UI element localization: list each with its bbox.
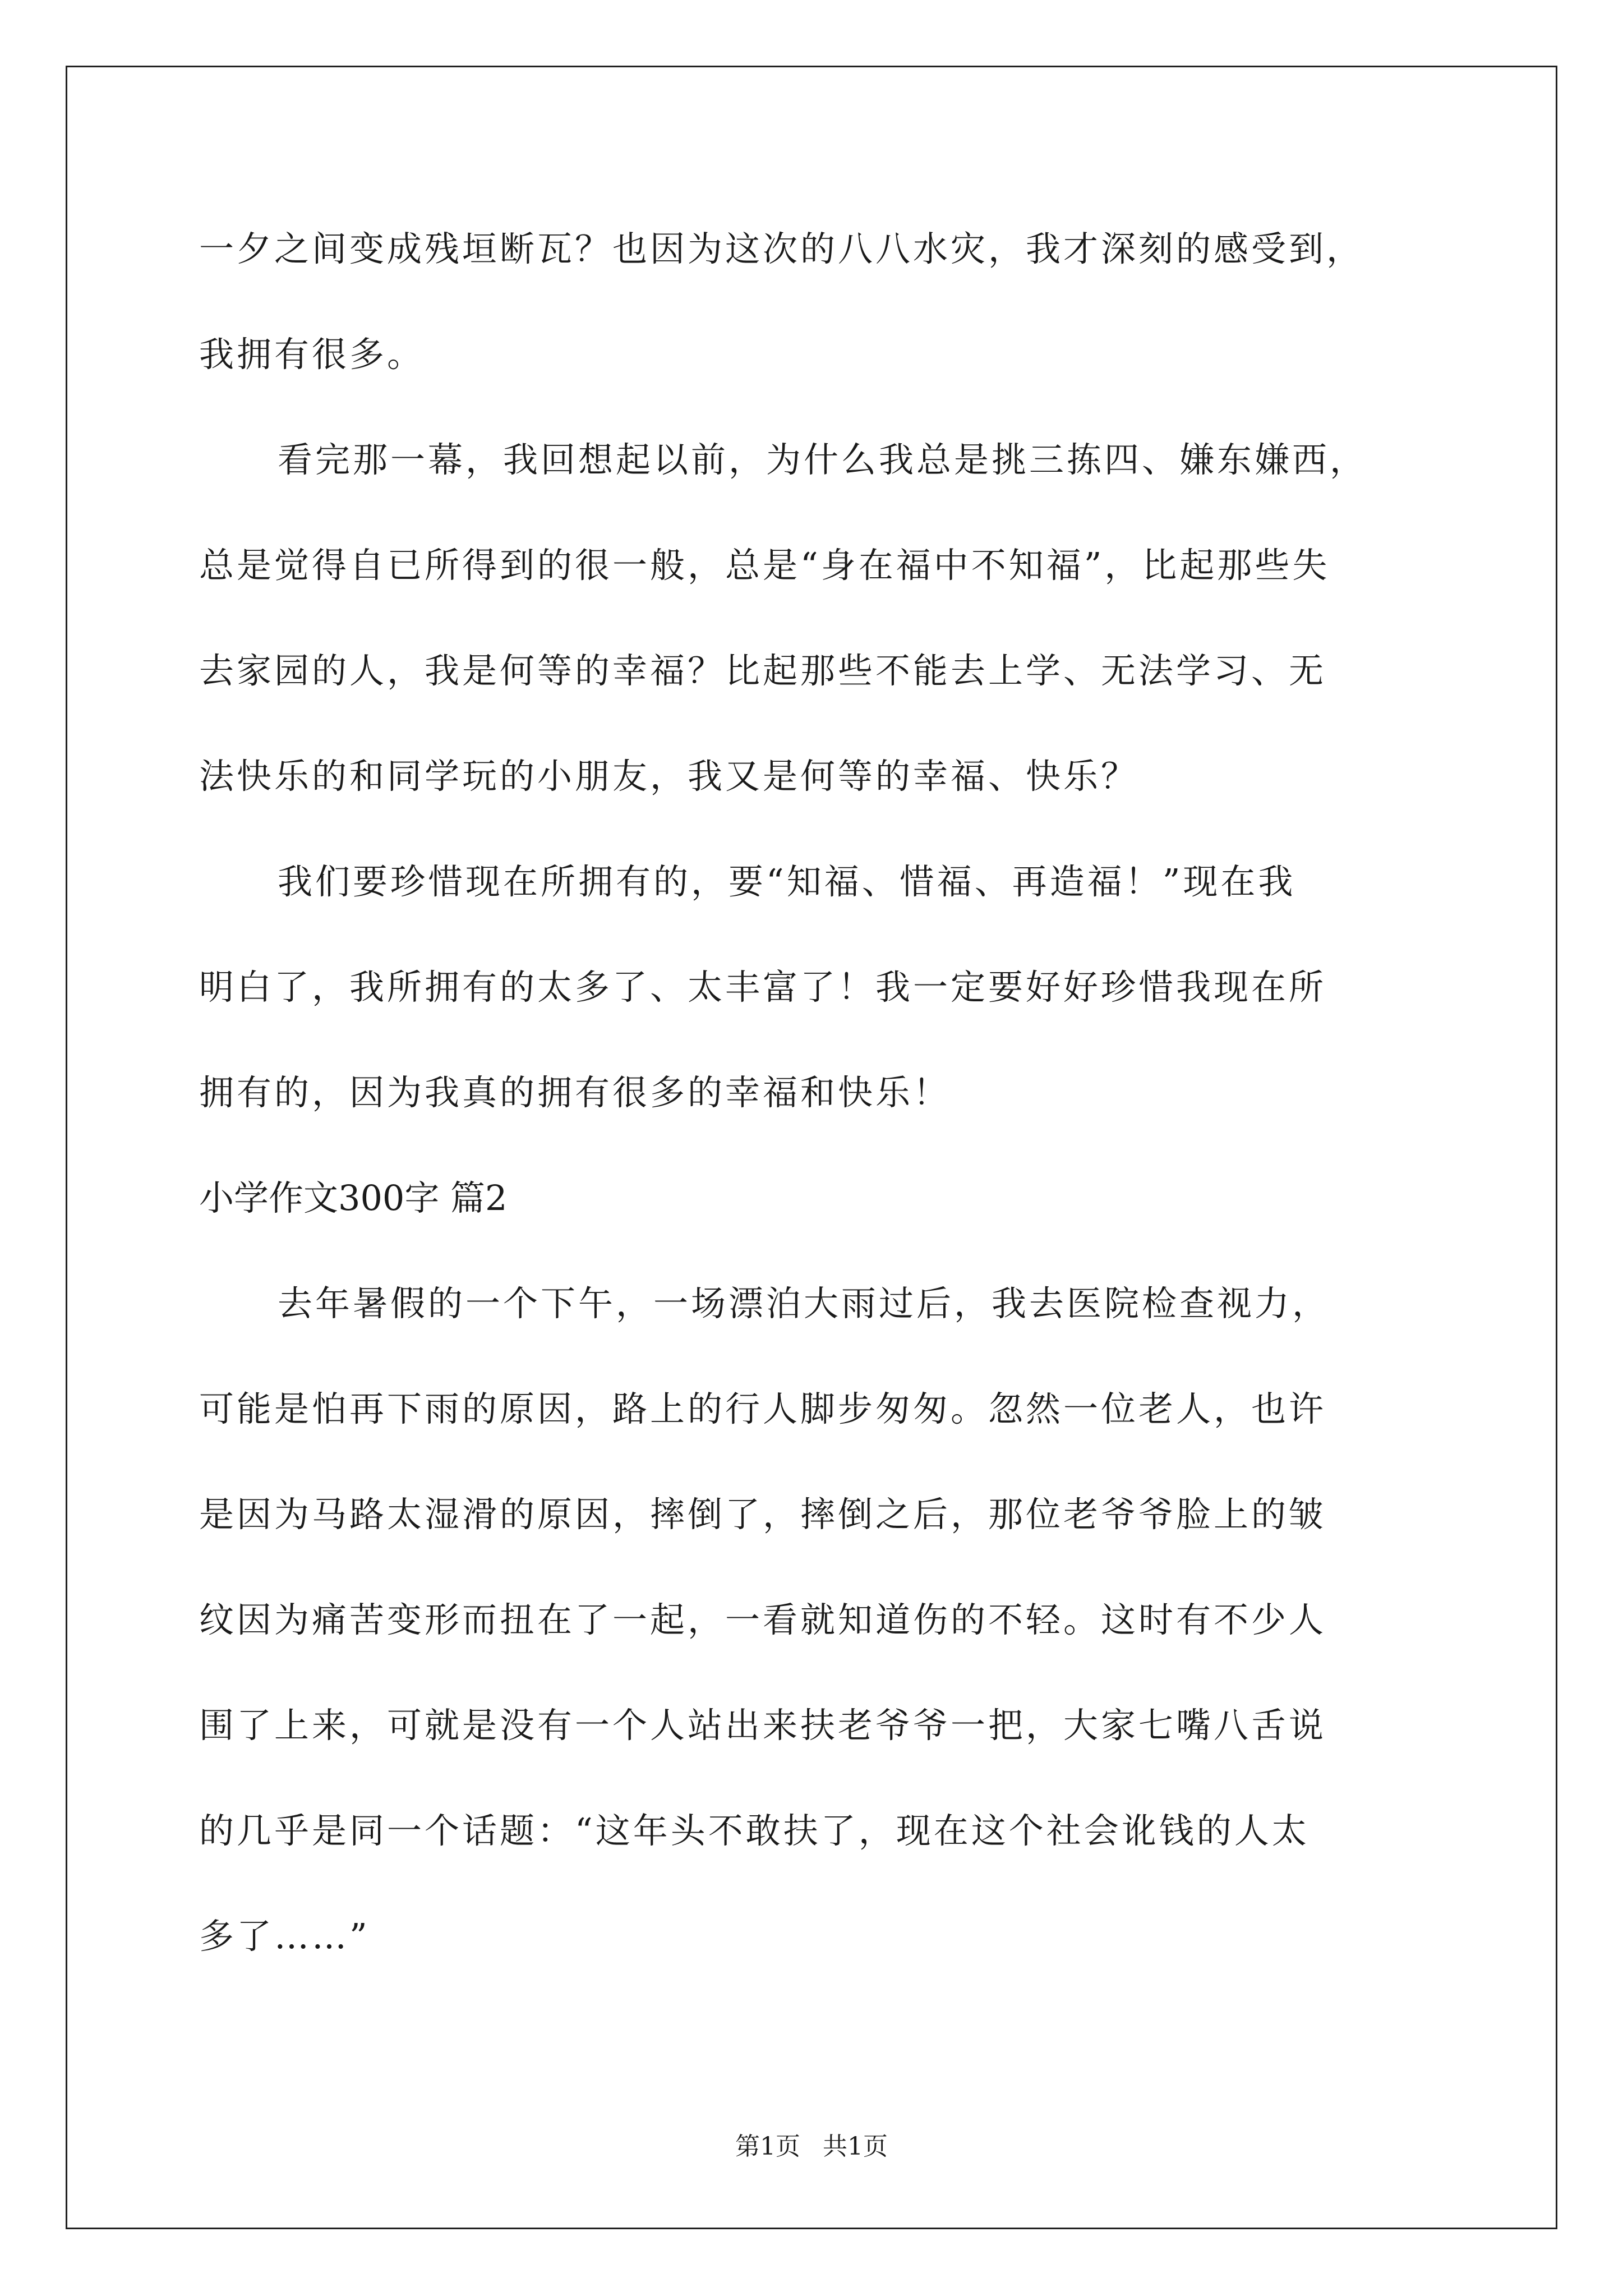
text-line: 可能是怕再下雨的原因，路上的行人脚步匆匆。忽然一位老人，也许	[199, 1388, 1327, 1429]
text-line: 法快乐的和同学玩的小朋友，我又是何等的幸福、快乐？	[199, 756, 1139, 797]
text-line: 总是觉得自已所得到的很一般，总是“身在福中不知福”，比起那些失	[199, 545, 1330, 586]
text-line: 我们要珍惜现在所拥有的，要“知福、惜福、再造福！”现在我	[278, 861, 1296, 902]
text-line: 拥有的，因为我真的拥有很多的幸福和快乐！	[199, 1072, 951, 1113]
page-number: 第1页	[735, 2132, 800, 2161]
text-line: 看完那一幕，我回想起以前，为什么我总是挑三拣四、嫌东嫌西，	[278, 439, 1368, 480]
text-line: 一夕之间变成残垣断瓦？也因为这次的八八水灾，我才深刻的感受到，	[199, 228, 1364, 269]
text-line: 明白了，我所拥有的太多了、太丰富了！我一定要好好珍惜我现在所	[199, 967, 1327, 1007]
page-footer	[0, 2130, 1623, 2164]
text-line: 我拥有很多。	[199, 334, 425, 375]
text-line: 多了……”	[199, 1916, 370, 1957]
text-line: 纹因为痛苦变形而扭在了一起，一看就知道伤的不轻。这时有不少人	[199, 1599, 1327, 1640]
text-line: 去年暑假的一个下午，一场漂泊大雨过后，我去医院检查视力，	[278, 1283, 1330, 1324]
text-line: 的几乎是同一个话题：“这年头不敢扶了，现在这个社会讹钱的人太	[199, 1810, 1310, 1851]
text-line: 围了上来，可就是没有一个人站出来扶老爷爷一把，大家七嘴八舌说	[199, 1705, 1327, 1746]
section-heading: 小学作文300字 篇2	[199, 1177, 508, 1218]
page-total: 共1页	[823, 2132, 888, 2161]
document-body	[199, 196, 1455, 1989]
text-line: 去家园的人，我是何等的幸福？比起那些不能去上学、无法学习、无	[199, 650, 1327, 691]
text-line: 是因为马路太湿滑的原因，摔倒了，摔倒之后，那位老爷爷脸上的皱	[199, 1494, 1327, 1535]
